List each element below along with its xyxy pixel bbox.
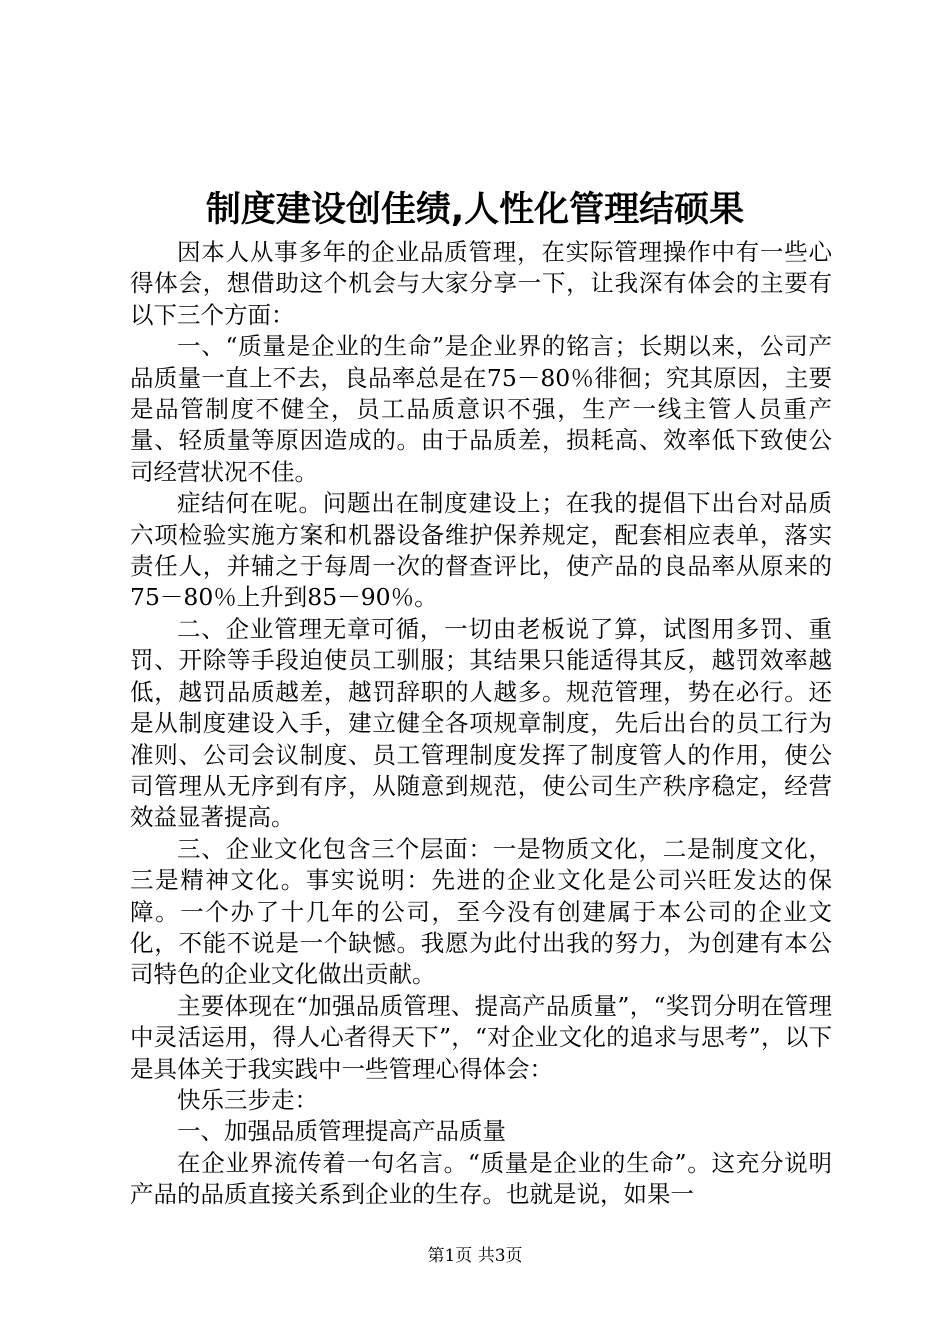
paragraph: 一、“质量是企业的生命”是企业界的铭言；长期以来，公司产品质量一直上不去，良品率总是在75－80％徘徊；究其原因，主要是品管制度不健全，员工品质意识不强，生产一线主管人员重产量、轻质量等原因造成的。由于品质差，损耗高、效率低下致使公司经营状况不佳。 — [130, 332, 832, 486]
document-body — [130, 237, 832, 1211]
paragraph: 因本人从事多年的企业品质管理，在实际管理操作中有一些心得体会，想借助这个机会与大家分享一下，让我深有体会的主要有以下三个方面： — [130, 238, 832, 329]
paragraph: 一、加强品质管理提高产品质量 — [177, 1117, 506, 1146]
paragraph: 二、企业管理无章可循，一切由老板说了算，试图用多罚、重罚、开除等手段迫使员工驯服；其结果只能适得其反，越罚效率越低，越罚品质越差，越罚辞职的人越多。规范管理，势在必行。还是从制度建设入手，建立健全各项规章制度，先后出台的员工行为准则、公司会议制度、员工管理制度发挥了制度管人的作用，使公司管理从无序到有序，从随意到规范，使公司生产秩序稳定，经营效益显著提高。 — [130, 614, 832, 832]
paragraph: 在企业界流传着一句名言。“质量是企业的生命”。这充分说明产品的品质直接关系到企业的生存。也就是说，如果一 — [130, 1148, 832, 1209]
paragraph: 主要体现在“加强品质管理、提高产品质量”，“奖罚分明在管理中灵活运用，得人心者得天下”，“对企业文化的追求与思考”，以下是具体关于我实践中一些管理心得体会： — [130, 991, 832, 1083]
page-number-footer: 第1页 共3页 — [427, 1246, 523, 1266]
paragraph: 症结何在呢。问题出在制度建设上；在我的提倡下出台对品质六项检验实施方案和机器设备维护保养规定，配套相应表单，落实责任人，并辅之于每周一次的督查评比，使产品的良品率从原来的75－80％上升到85－90％。 — [130, 489, 832, 612]
paragraph: 三、企业文化包含三个层面：一是物质文化，二是制度文化，三是精神文化。事实说明：先进的企业文化是公司兴旺发达的保障。一个办了十几年的公司，至今没有创建属于本公司的企业文化，不能不说是一个缺憾。我愿为此付出我的努力，为创建有本公司特色的企业文化做出贡献。 — [130, 834, 832, 989]
document-title: 制度建设创佳绩,人性化管理结硕果 — [205, 190, 745, 230]
paragraph: 快乐三步走： — [177, 1085, 318, 1114]
